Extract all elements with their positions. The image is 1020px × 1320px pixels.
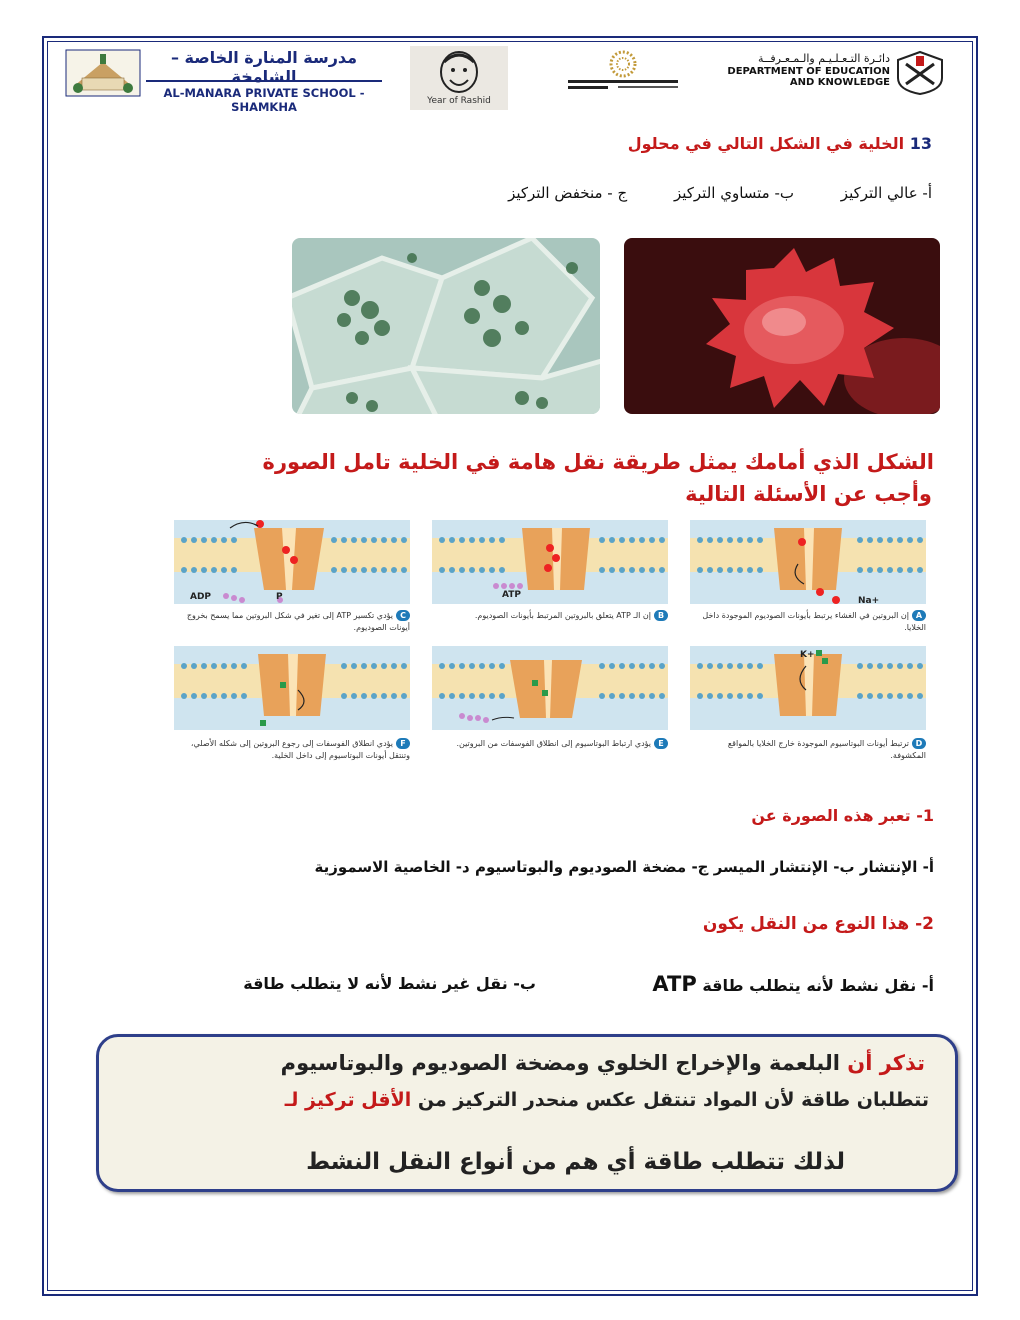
question-13-text: الخلية في الشكل التالي في محلول (627, 134, 905, 153)
step-e-badge: E (654, 738, 668, 749)
question-2: 2- هذا النوع من النقل يكون (702, 914, 934, 934)
step-c-adp-label: ADP (190, 592, 212, 602)
step-f-badge: F (396, 738, 410, 749)
q13-option-b: ب- متساوي التركيز (673, 184, 795, 202)
step-a-na-label: Na+ (858, 596, 880, 606)
intro-heading-line2: وأجب عن الأسئلة التالية (685, 482, 932, 506)
question-13 (628, 134, 932, 153)
intro-heading-line1: الشكل الذي أمامك يمثل طريقة نقل هامة في الخلية تامل الصورة (262, 450, 934, 474)
step-d-caption (690, 738, 926, 762)
step-f-diagram (174, 646, 410, 730)
question-2-option-a-atp: ATP (652, 972, 697, 996)
step-c-badge: C (396, 610, 410, 621)
step-c-caption (174, 610, 410, 634)
q13-option-a: أ- عالي التركيز (840, 184, 932, 202)
step-f-caption-text: يؤدي انطلاق الفوسفات إلى رجوع البروتين إلى شكله الأصلي، وتنتقل أيونات البوتاسيوم إلى داخل الخلية. (190, 739, 410, 760)
department-emblem (892, 48, 948, 96)
step-f-caption (174, 738, 410, 762)
remember-line1-text: البلعمة والإخراج الخلوي ومضخة الصوديوم والبوتاسيوم (280, 1051, 840, 1075)
q13-option-c: ج - منخفض التركيز (508, 184, 628, 202)
department-name-english-line1: DEPARTMENT OF EDUCATION (727, 66, 890, 77)
question-13-number: 13 (909, 134, 932, 153)
step-e-caption-text: يؤدي ارتباط البوتاسيوم إلى انطلاق الفوسفات من البروتين. (456, 739, 651, 748)
question-2-option-b: ب- نقل غير نشط لأنه لا يتطلب طاقة (243, 974, 536, 993)
question-1-options: أ- الإنتشار ب- الإنتشار الميسر ج- مضخة الصوديوم والبوتاسيوم د- الخاصية الاسموزية (314, 858, 934, 876)
step-b-badge: B (654, 610, 668, 621)
plant-cell-micrograph (292, 238, 600, 414)
question-2-option-a (652, 972, 934, 996)
remember-line2-text: تتطلبان طاقة لأن المواد تنتقل عكس منحدر التركيز من (411, 1089, 929, 1111)
question-13-options (466, 184, 932, 202)
step-a-illustration (690, 520, 926, 604)
school-name-arabic: مدرسة المنارة الخاصة – الشامخة (170, 48, 358, 86)
remember-line2 (285, 1089, 929, 1111)
step-a-diagram (690, 520, 926, 604)
remember-line3: لذلك تتطلب طاقة أي هم من أنواع النقل النشط (306, 1149, 845, 1175)
step-e-diagram (432, 646, 668, 730)
step-b-caption (432, 610, 668, 622)
school-name-english: AL-MANARA PRIVATE SCHOOL - SHAMKHA (146, 80, 382, 114)
step-a-caption (690, 610, 926, 634)
year-of-rashid-label: Year of Rashid (427, 96, 491, 106)
step-c-p-label: P (276, 592, 283, 602)
step-f-illustration (174, 646, 410, 730)
school-logo (64, 48, 142, 98)
step-a-caption-text: إن البروتين في الغشاء يرتبط بأيونات الصوديوم الموجودة داخل الخلايا. (702, 611, 926, 632)
step-d-k-label: K+ (800, 650, 815, 660)
question-1: 1- تعبر هذه الصورة عن (751, 806, 934, 825)
step-c-caption-text: يؤدي تكسير ATP إلى تغير في شكل البروتين مما يسمح بخروج أيونات الصوديوم. (186, 611, 410, 632)
remember-title: تذكر أن (847, 1051, 925, 1075)
step-e-illustration (432, 646, 668, 730)
department-name-english-line2: AND KNOWLEDGE (789, 77, 890, 88)
red-blood-cell-micrograph (624, 238, 940, 414)
department-name-arabic: دائـرة التـعـلـيـم والـمـعـرفــة (758, 52, 890, 65)
step-b-diagram (432, 520, 668, 604)
remember-line1 (281, 1051, 925, 1075)
question-2-option-a-text: أ- نقل نشط لأنه يتطلب طاقة (696, 976, 934, 995)
step-d-caption-text: ترتبط أيونات البوتاسيوم الموجودة خارج الخلايا بالمواقع المكشوفة. (727, 739, 926, 760)
step-b-caption-text: إن الـ ATP يتعلق بالبروتين المرتبط بأيونات الصوديوم. (474, 611, 651, 620)
expo-logo (558, 48, 688, 94)
step-b-atp-label: ATP (502, 590, 522, 600)
remember-box (96, 1034, 958, 1192)
step-a-badge: A (912, 610, 926, 621)
remember-line2-highlight: الأقل تركيز لـ (284, 1089, 412, 1111)
step-d-badge: D (912, 738, 926, 749)
step-b-illustration (432, 520, 668, 604)
step-e-caption (432, 738, 668, 750)
